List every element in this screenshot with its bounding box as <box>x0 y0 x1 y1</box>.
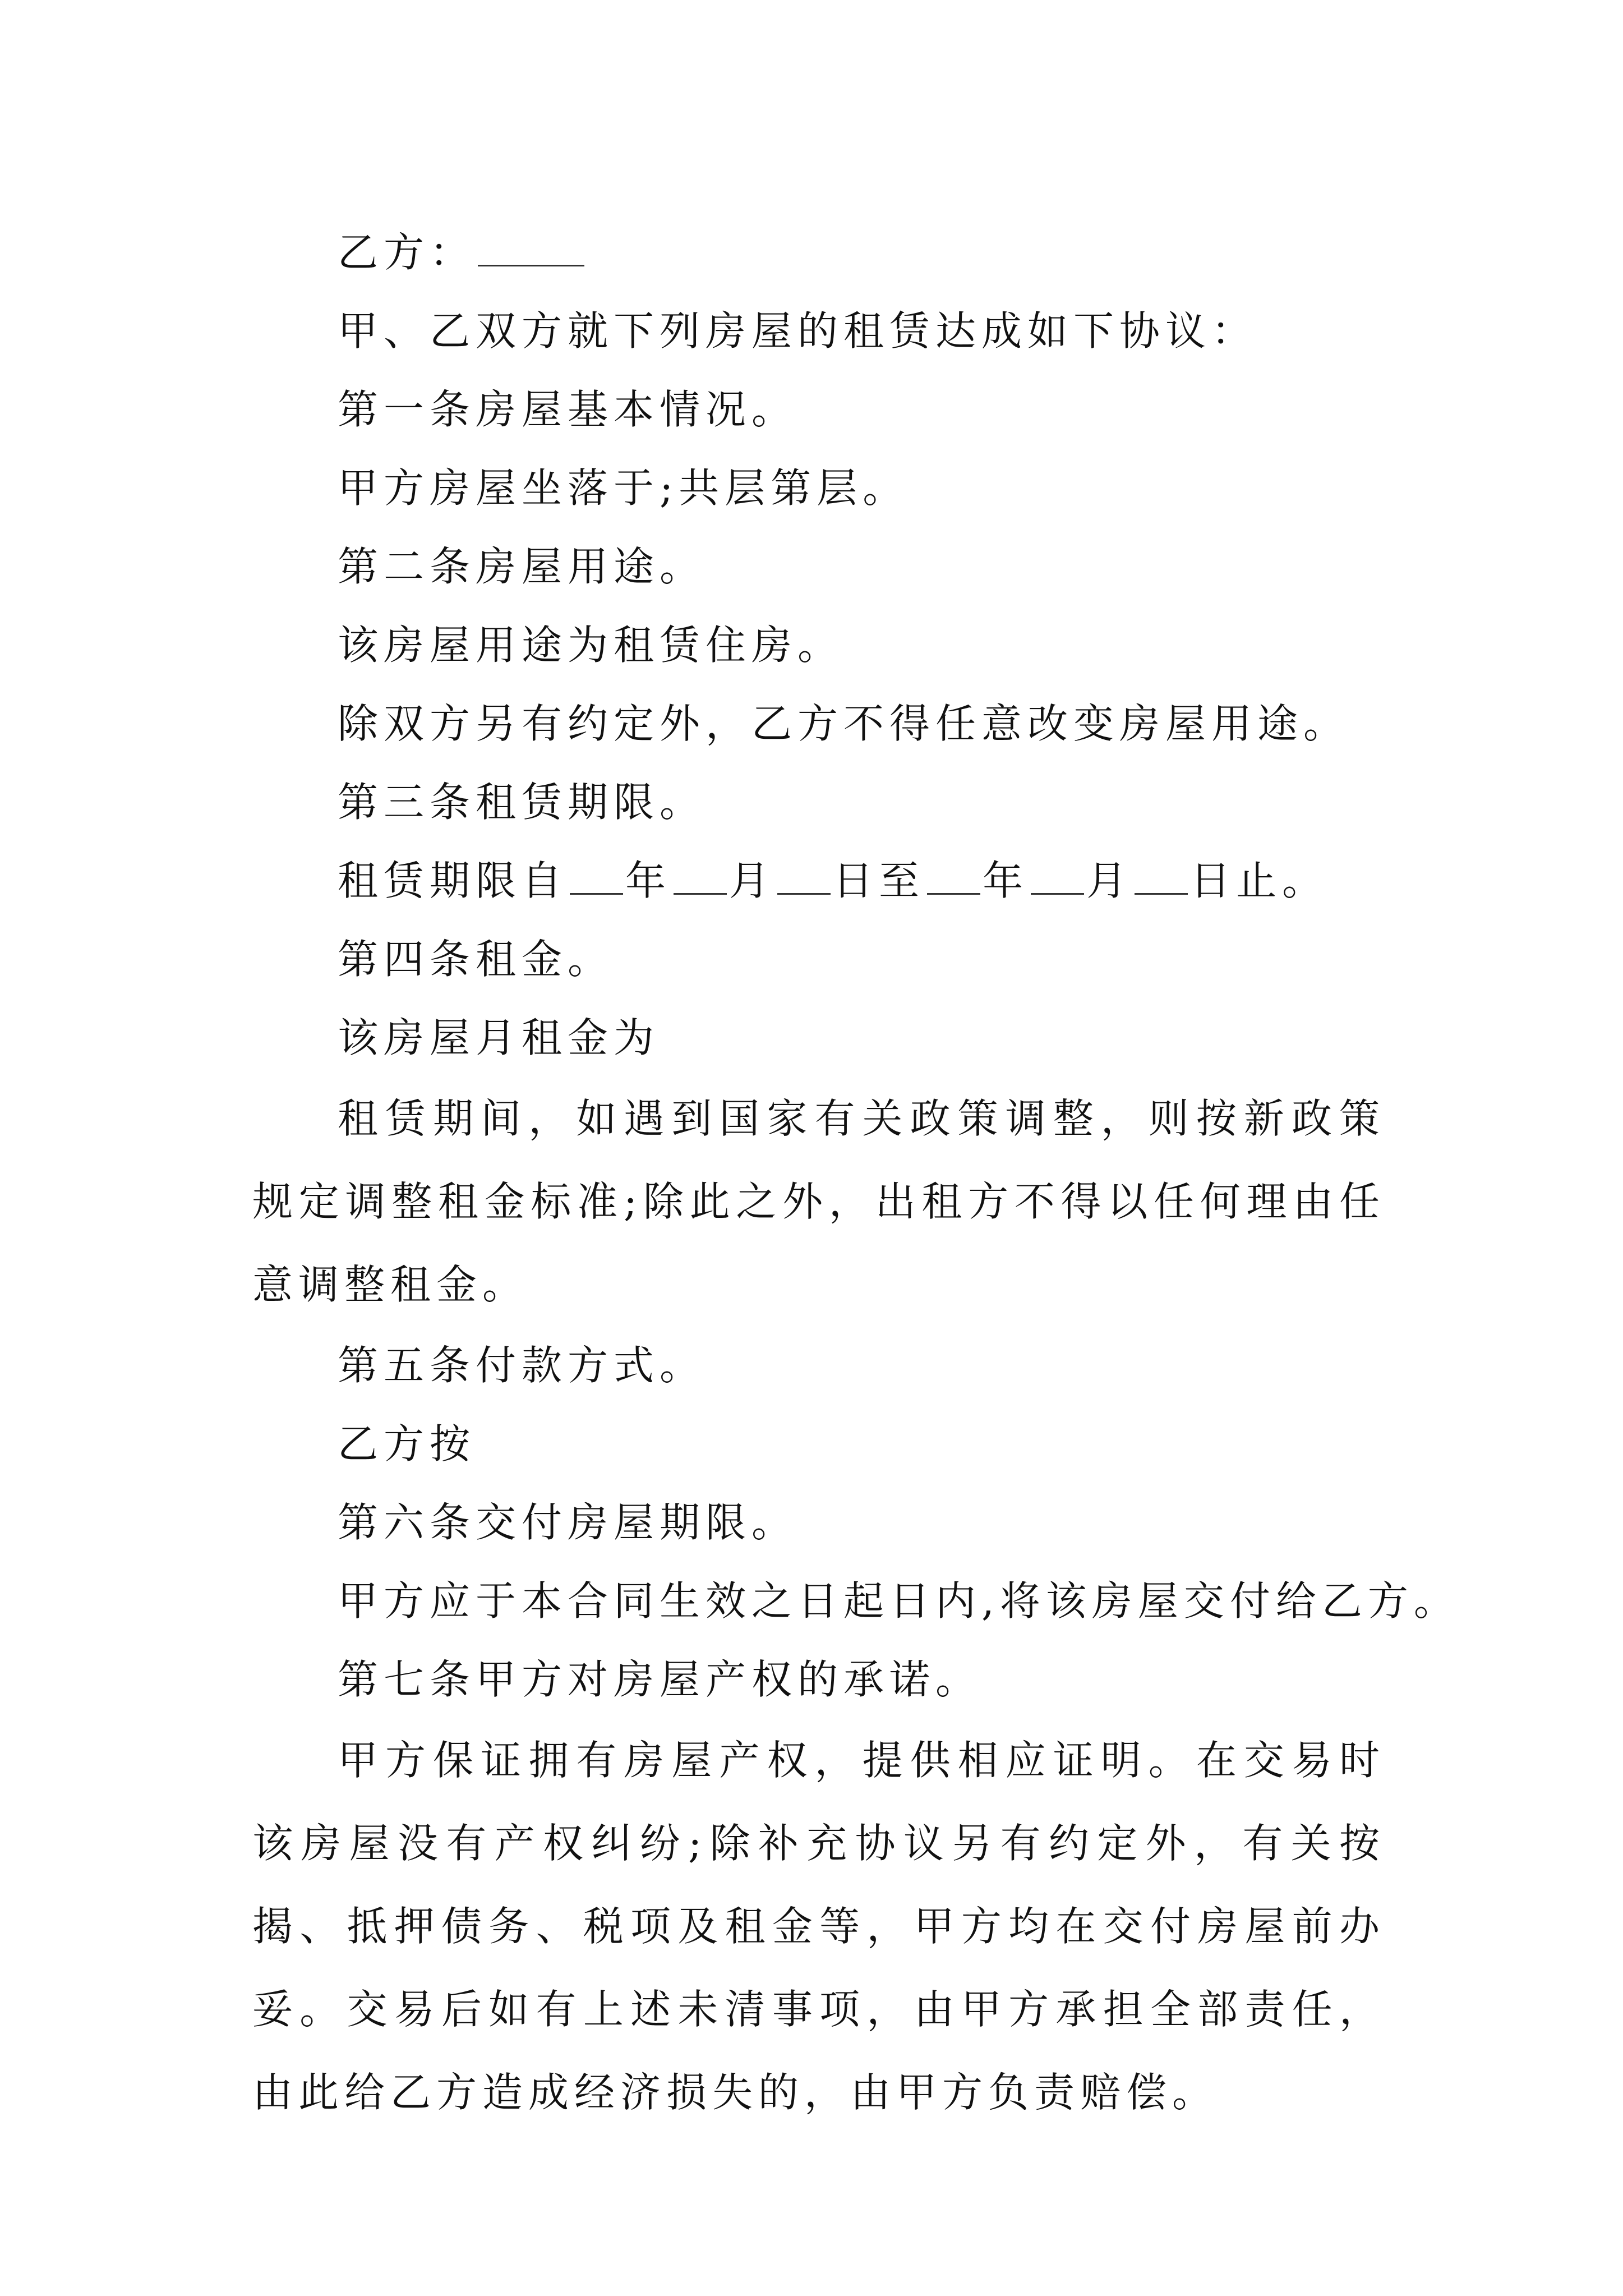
article-1-body: 甲方房屋坐落于;共层第层。 <box>338 464 909 512</box>
term-prefix: 租赁期限自 <box>338 857 568 904</box>
term-month-2: 月 <box>1086 857 1133 904</box>
term-year-1: 年 <box>625 857 672 904</box>
article-4-body-1: 该房屋月租金为 <box>338 1014 660 1061</box>
term-blank-year-2 <box>927 861 980 895</box>
term-blank-day-1 <box>777 861 831 895</box>
term-day-1: 日至 <box>833 857 925 904</box>
article-6-title: 第六条交付房屋期限。 <box>338 1499 798 1546</box>
party-b-label: 乙方： <box>338 229 476 276</box>
term-blank-month-1 <box>674 861 727 895</box>
term-blank-month-2 <box>1031 861 1084 895</box>
intro-line: 甲、乙双方就下列房屋的租赁达成如下协议： <box>338 307 1258 355</box>
article-1-title: 第一条房屋基本情况。 <box>338 386 798 433</box>
article-4-body-2: 租赁期间，如遇到国家有关政策调整，则按新政策规定调整租金标准;除此之外，出租方不得以任何理由任意调整租金。 <box>252 1095 1385 1308</box>
article-5-body: 乙方按 <box>338 1420 476 1467</box>
article-6-body: 甲方应于本合同生效之日起日内,将该房屋交付给乙方。 <box>338 1577 1460 1625</box>
party-b-line <box>252 213 1385 292</box>
term-blank-year-1 <box>570 861 623 895</box>
article-5-title: 第五条付款方式。 <box>338 1342 706 1389</box>
term-blank-day-2 <box>1135 861 1188 895</box>
term-month-1: 月 <box>729 857 776 904</box>
article-7-title: 第七条甲方对房屋产权的承诺。 <box>338 1656 982 1703</box>
party-b-blank <box>478 232 584 266</box>
term-day-2: 日止。 <box>1190 857 1329 904</box>
article-2-title: 第二条房屋用途。 <box>338 543 706 590</box>
document-page <box>252 213 1460 2134</box>
lease-term-line <box>252 841 1385 920</box>
article-2-body-1: 该房屋用途为租赁住房。 <box>338 622 844 669</box>
term-year-2: 年 <box>983 857 1029 904</box>
article-7-body: 甲方保证拥有房屋产权，提供相应证明。在交易时该房屋没有产权纠纷;除补充协议另有约定外，有关按揭、抵押债务、税项及租金等，甲方均在交付房屋前办妥。交易后如有上述未清事项，由甲方承担全部责任，由此给乙方造成经济损失的，由甲方负责赔偿。 <box>252 1737 1385 2116</box>
article-2-body-2: 除双方另有约定外，乙方不得任意改变房屋用途。 <box>338 700 1350 747</box>
article-3-title: 第三条租赁期限。 <box>338 779 706 826</box>
article-4-title: 第四条租金。 <box>338 936 614 983</box>
